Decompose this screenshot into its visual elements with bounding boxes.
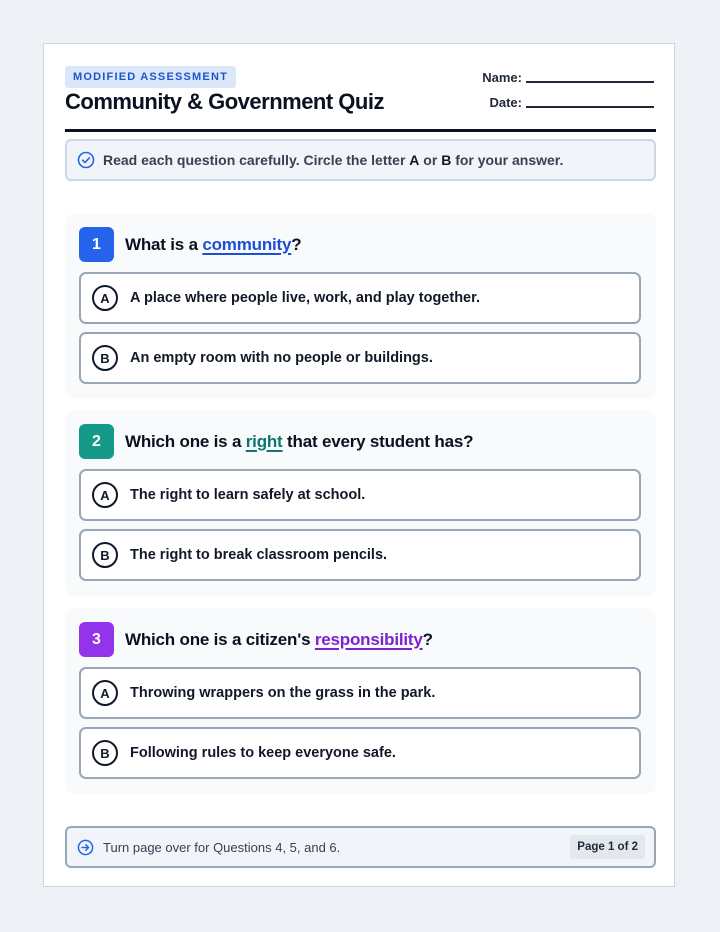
date-field[interactable]	[489, 95, 654, 110]
question-card-1	[65, 213, 656, 399]
date-line[interactable]	[526, 106, 654, 108]
question-number-badge: 3	[79, 622, 114, 657]
option-letter-circle[interactable]: B	[92, 345, 118, 371]
footer-note	[65, 826, 656, 868]
name-label: Name:	[482, 70, 522, 85]
question-header	[79, 424, 473, 459]
date-label: Date:	[489, 95, 522, 110]
option-letter-circle[interactable]: B	[92, 542, 118, 568]
option-text: The right to learn safely at school.	[130, 487, 366, 503]
answer-option-b[interactable]	[79, 727, 641, 779]
option-letter-circle[interactable]: A	[92, 285, 118, 311]
option-text: An empty room with no people or buildings.	[130, 350, 433, 366]
option-text: A place where people live, work, and play together.	[130, 290, 480, 306]
instructions-letter-a: A	[409, 152, 420, 168]
question-header	[79, 622, 433, 657]
option-letter-circle[interactable]: A	[92, 680, 118, 706]
question-card-3	[65, 608, 656, 794]
question-text: What is a community?	[125, 234, 302, 254]
page-title: Community & Government Quiz	[65, 89, 384, 114]
question-keyword: right	[245, 431, 283, 451]
instructions-letter-b: B	[441, 152, 452, 168]
header-divider	[65, 129, 656, 132]
option-text: Following rules to keep everyone safe.	[130, 745, 396, 761]
name-line[interactable]	[526, 81, 654, 83]
instructions-text: Read each question carefully. Circle the letter A or B for your answer.	[103, 152, 564, 168]
answer-option-a[interactable]	[79, 667, 641, 719]
name-field[interactable]	[482, 70, 654, 85]
question-number-badge: 1	[79, 227, 114, 262]
page-number-badge: Page 1 of 2	[570, 835, 645, 859]
check-circle-icon	[77, 151, 95, 169]
question-text: Which one is a citizen's responsibility?	[125, 629, 433, 649]
answer-option-a[interactable]	[79, 469, 641, 521]
question-keyword: responsibility	[314, 629, 423, 649]
option-letter-circle[interactable]: B	[92, 740, 118, 766]
arrow-circle-right-icon	[77, 839, 94, 856]
worksheet-page	[43, 43, 675, 887]
assessment-badge: MODIFIED ASSESSMENT	[65, 66, 236, 88]
question-keyword: community	[202, 234, 292, 254]
question-text: Which one is a right that every student has?	[125, 431, 474, 451]
question-card-2	[65, 410, 656, 596]
option-letter-circle[interactable]: A	[92, 482, 118, 508]
answer-option-a[interactable]	[79, 272, 641, 324]
footer-text: Turn page over for Questions 4, 5, and 6.	[103, 839, 341, 855]
option-text: Throwing wrappers on the grass in the park.	[130, 685, 436, 701]
answer-option-b[interactable]	[79, 529, 641, 581]
question-header	[79, 227, 301, 262]
option-text: The right to break classroom pencils.	[130, 547, 388, 563]
question-number-badge: 2	[79, 424, 114, 459]
answer-option-b[interactable]	[79, 332, 641, 384]
instructions-box	[65, 139, 656, 181]
